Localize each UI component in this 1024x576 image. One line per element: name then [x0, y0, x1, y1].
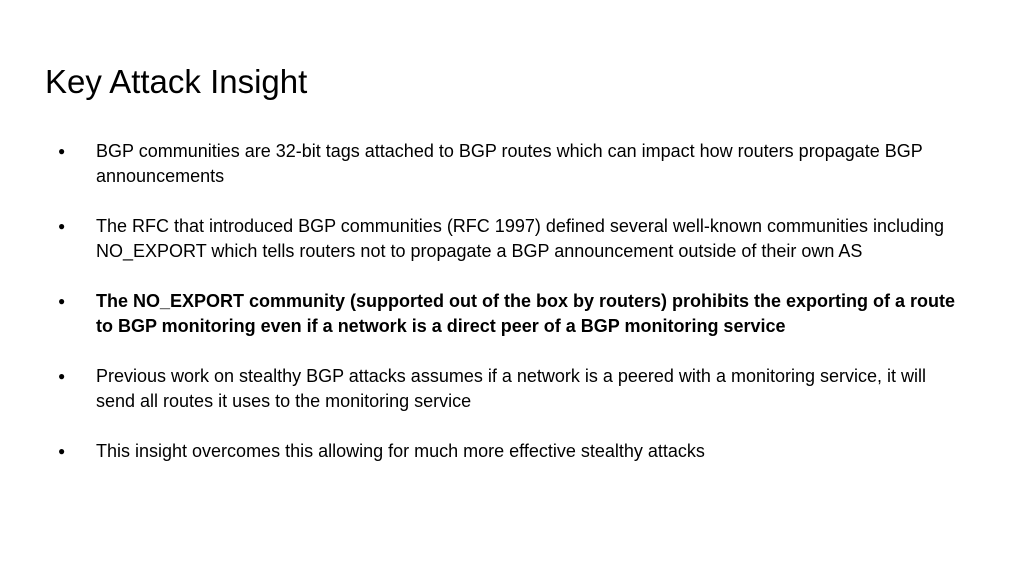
bullet-item [58, 439, 958, 464]
bullet-list [58, 139, 958, 489]
bullet-icon: ● [58, 369, 66, 383]
bullet-item [58, 214, 958, 264]
bullet-item [58, 139, 958, 189]
bullet-icon: ● [58, 444, 66, 458]
bullet-icon: ● [58, 294, 66, 308]
bullet-text: This insight overcomes this allowing for much more effective stealthy attacks [96, 441, 705, 461]
bullet-item-emphasized [58, 289, 958, 339]
bullet-text: The RFC that introduced BGP communities (RFC 1997) defined several well-known communities including NO_EXPORT which tells routers not to propagate a BGP announcement outside of their own AS [96, 216, 945, 261]
bullet-text: BGP communities are 32-bit tags attached to BGP routes which can impact how routers propagate BGP announcements [96, 141, 923, 186]
slide-title: Key Attack Insight [45, 63, 308, 100]
bullet-text: Previous work on stealthy BGP attacks assumes if a network is a peered with a monitoring service, it will send all routes it uses to the monitoring service [96, 366, 927, 411]
bullet-text: The NO_EXPORT community (supported out of the box by routers) prohibits the exporting of a route to BGP monitoring even if a network is a direct peer of a BGP monitoring service [96, 291, 956, 336]
bullet-icon: ● [58, 144, 66, 158]
bullet-icon: ● [58, 219, 66, 233]
bullet-item [58, 364, 958, 414]
